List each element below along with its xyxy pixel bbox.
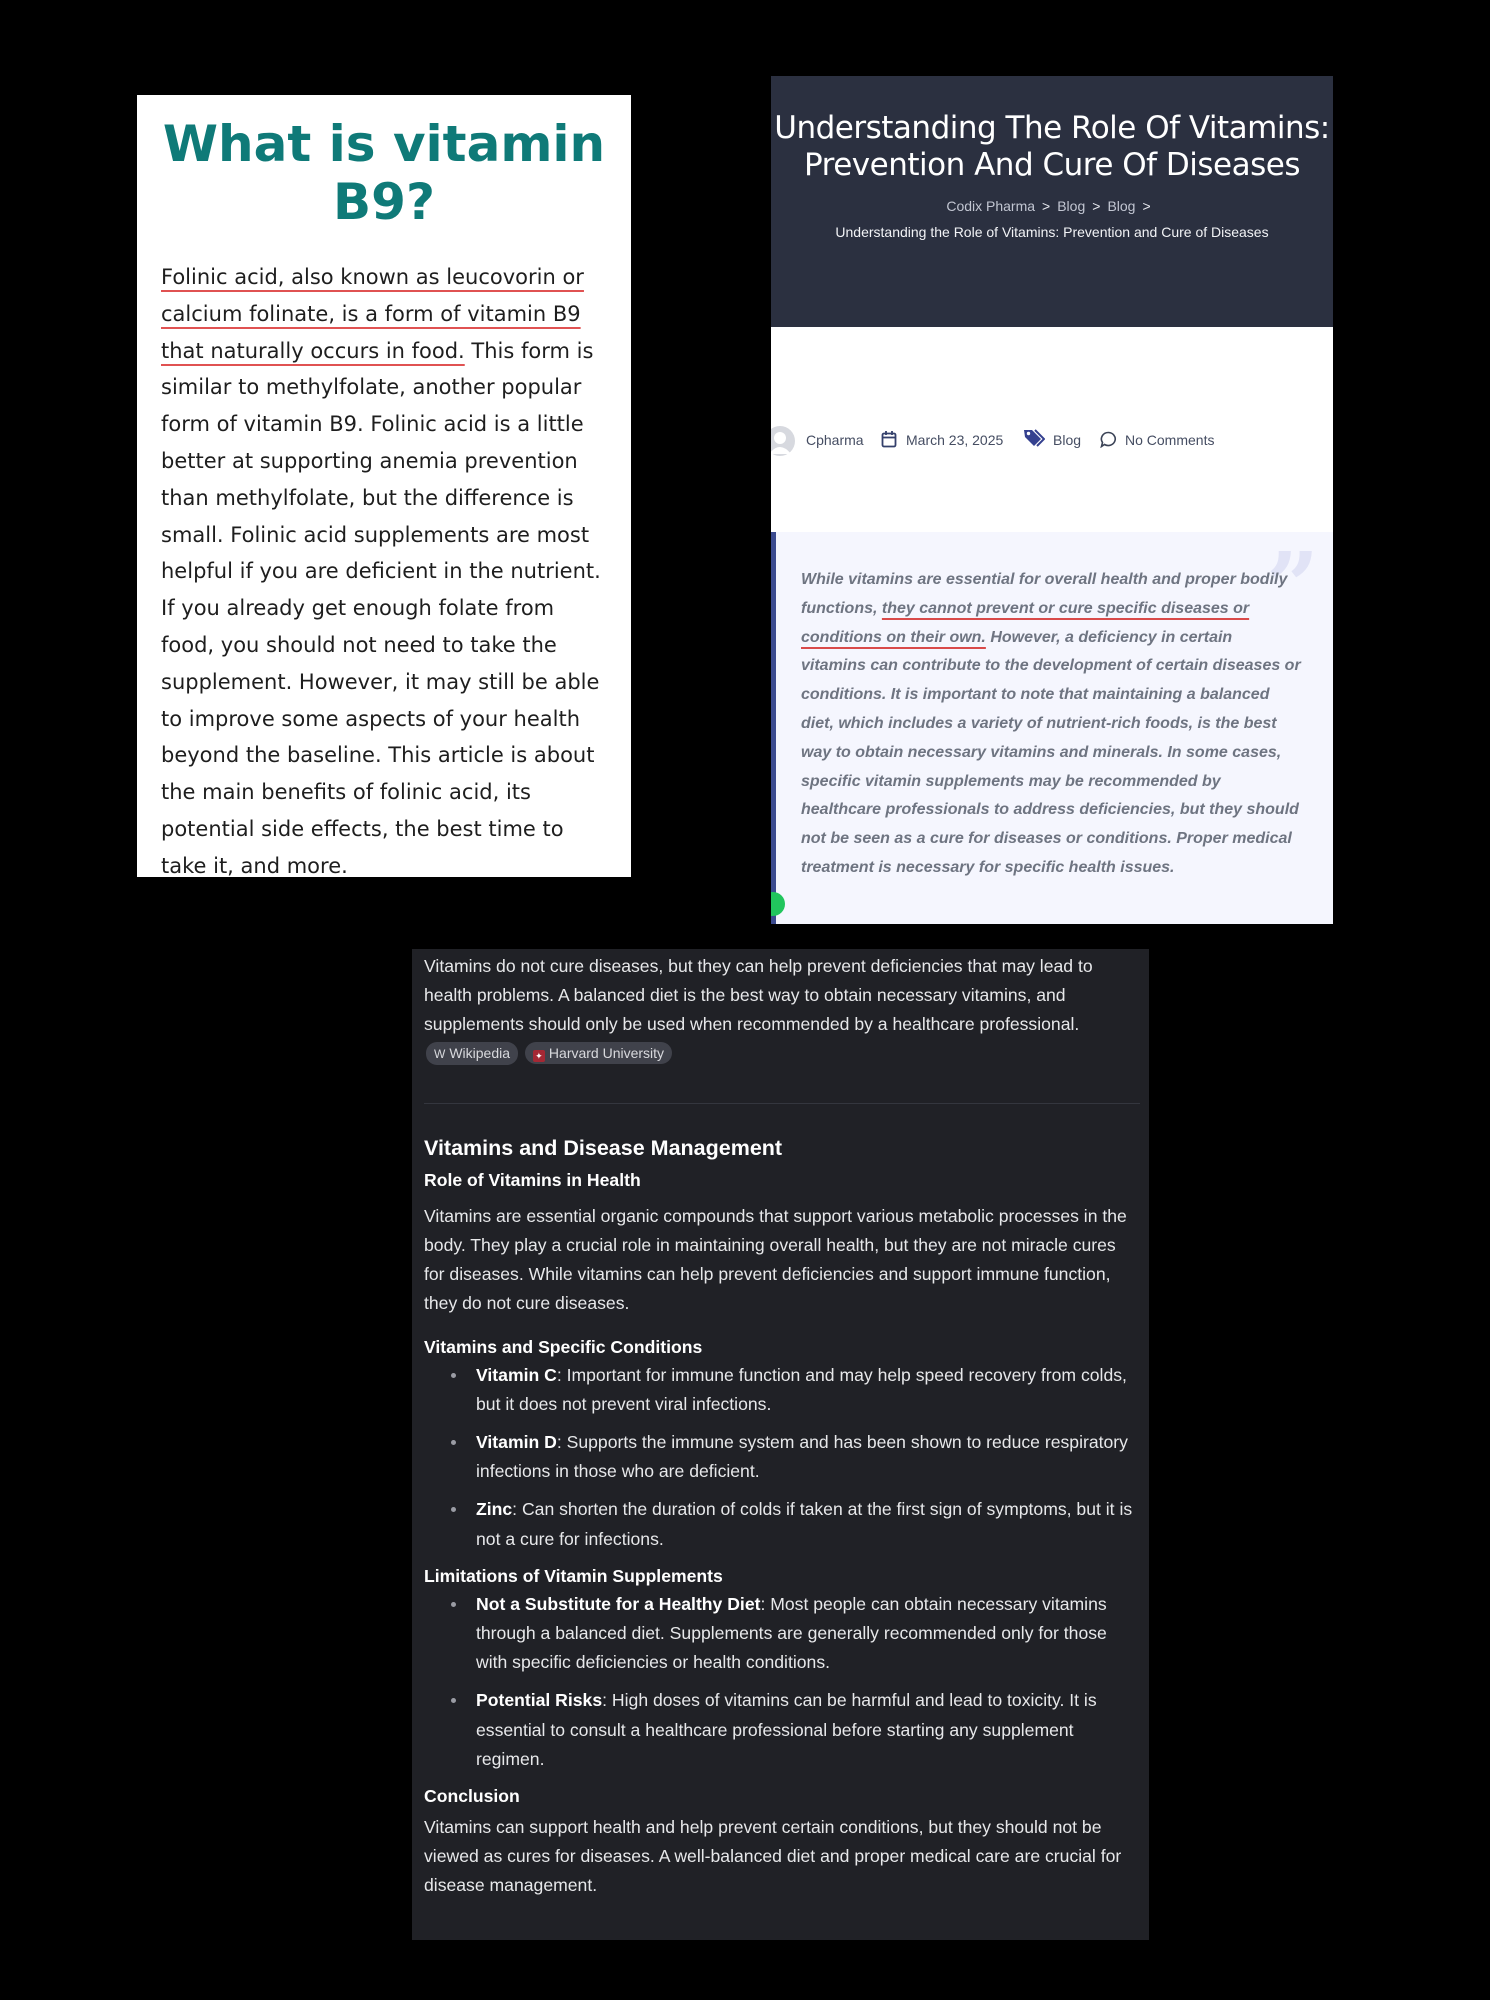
- breadcrumb-link-blog-2[interactable]: Blog: [1107, 198, 1136, 214]
- blog-title-line2: Prevention And Cure Of Diseases: [804, 147, 1300, 183]
- breadcrumb-current: Understanding the Role of Vitamins: Prevention and Cure of Diseases: [835, 224, 1269, 240]
- author-link[interactable]: Cpharma: [806, 432, 864, 448]
- quote-highlighted: they cannot prevent or cure specific diseases or conditions on their own.: [801, 599, 1250, 646]
- item-text: : Most people can obtain necessary vitamins through a balanced diet. Supplements are generally recommended only for those with specific deficiencies or health conditions.: [476, 1593, 1107, 1673]
- intro-paragraph: [424, 952, 1140, 1069]
- calendar-icon: [881, 430, 897, 448]
- item-text: : Important for immune function and may help speed recovery from colds, but it does not prevent viral infections.: [476, 1364, 1127, 1414]
- paragraph-rest: This form is similar to methylfolate, another popular form of vitamin B9. Folinic acid is a little better at supporting anemia prevention than methylfolate, but the difference is small. Folinic acid supplements are most helpful if you are deficient in the nutrient. If you already get enough folate from food, you should not need to take the supplement. However, it may still be able to improve some aspects of your health beyond the baseline. This article is about the main benefits of folinic acid, its potential side effects, the best time to take it, and more.: [161, 338, 601, 877]
- list-item: [424, 1686, 1140, 1774]
- breadcrumb-separator: >: [1142, 198, 1151, 214]
- item-text: : Supports the immune system and has been shown to reduce respiratory infections in those who are deficient.: [476, 1432, 1128, 1482]
- list-item: [424, 1361, 1140, 1419]
- subheading-limitations: Limitations of Vitamin Supplements: [424, 1565, 723, 1586]
- blockquote-text: [801, 566, 1301, 883]
- source-label: Wikipedia: [449, 1044, 511, 1061]
- section-heading: Vitamins and Disease Management: [424, 1135, 783, 1160]
- item-term: Vitamin C: [476, 1364, 557, 1385]
- blog-title-line1: Understanding The Role Of Vitamins:: [774, 110, 1330, 146]
- quote-mark-icon: ”: [1266, 532, 1319, 640]
- intro-text: Vitamins do not cure diseases, but they can help prevent deficiencies that may lead to health problems. A balanced diet is the best way to obtain necessary vitamins, and supplements should only be used when recommended by a healthcare professional.: [424, 956, 1093, 1035]
- floating-action-dot[interactable]: [771, 892, 785, 916]
- quote-rest: However, a deficiency in certain vitamins can contribute to the development of certain diseases or conditions. It is important to note that maintaining a balanced diet, which includes a variety of nutrient-rich foods, is the best way to obtain necessary vitamins and minerals. In some cases, specific vitamin supplements may be recommended by healthcare professionals to address deficiencies, but they should not be seen as a cure for diseases or conditions. Proper medical treatment is necessary for specific health issues.: [801, 628, 1301, 876]
- subheading-conclusion: Conclusion: [424, 1786, 520, 1807]
- quote-lead: While vitamins are essential for overall health and proper bodily functions,: [801, 571, 1288, 617]
- list-item: [424, 1495, 1140, 1553]
- author-avatar-icon: [771, 426, 795, 456]
- item-term: Not a Substitute for a Healthy Diet: [476, 1593, 761, 1614]
- post-date: March 23, 2025: [906, 432, 1004, 448]
- divider: [424, 1103, 1140, 1104]
- blockquote: [771, 532, 1333, 924]
- item-term: Potential Risks: [476, 1690, 603, 1711]
- blockquote-bar: [771, 532, 776, 924]
- breadcrumb: [771, 198, 1333, 214]
- answer-panel: [412, 949, 1149, 1940]
- item-term: Zinc: [476, 1499, 513, 1520]
- blog-post-panel: [771, 76, 1333, 924]
- source-chip-wikipedia[interactable]: [426, 1042, 518, 1065]
- tags-icon: [1023, 428, 1045, 448]
- harvard-shield-icon: ✦: [533, 1050, 545, 1062]
- article-paragraph: [161, 259, 613, 877]
- item-term: Vitamin D: [476, 1432, 557, 1453]
- conclusion-paragraph: Vitamins can support health and help prevent certain conditions, but they should not be viewed as cures for diseases. A well-balanced diet and proper medical care are crucial for disease management.: [424, 1817, 1122, 1896]
- comment-icon: [1100, 431, 1117, 448]
- subheading-conditions: Vitamins and Specific Conditions: [424, 1336, 703, 1357]
- list-item: [424, 1428, 1140, 1486]
- article-title: What is vitamin B9?: [162, 115, 606, 231]
- source-label: Harvard University: [548, 1044, 665, 1061]
- conditions-list: [424, 1361, 1140, 1554]
- wikipedia-icon: W: [434, 1046, 446, 1061]
- post-meta: [771, 426, 1333, 456]
- limitations-list: [424, 1590, 1140, 1774]
- breadcrumb-link-blog[interactable]: Blog: [1057, 198, 1086, 214]
- role-paragraph: Vitamins are essential organic compounds that support various metabolic processes in the body. They play a crucial role in maintaining overall health, but they are not miracle cures for diseases. While vitamins can help prevent deficiencies and support immune function, they do not cure diseases.: [424, 1205, 1127, 1314]
- b9-article-card: [137, 95, 631, 877]
- list-item: [424, 1590, 1140, 1678]
- subheading-role: Role of Vitamins in Health: [424, 1169, 641, 1190]
- item-text: : High doses of vitamins can be harmful and lead to toxicity. It is essential to consult a healthcare professional before starting any supplement regimen.: [476, 1690, 1097, 1769]
- item-text: : Can shorten the duration of colds if taken at the first sign of symptoms, but it is not a cure for infections.: [476, 1499, 1133, 1549]
- blog-hero: [771, 76, 1333, 327]
- breadcrumb-separator: >: [1042, 198, 1051, 214]
- blog-title: [771, 110, 1333, 184]
- breadcrumb-separator: >: [1092, 198, 1101, 214]
- source-chip-harvard[interactable]: [525, 1042, 672, 1064]
- comments-link[interactable]: No Comments: [1125, 432, 1215, 448]
- breadcrumb-link-home[interactable]: Codix Pharma: [946, 198, 1036, 214]
- category-link[interactable]: Blog: [1053, 432, 1082, 448]
- highlighted-sentence: Folinic acid, also known as leucovorin or calcium folinate, is a form of vitamin B9 that naturally occurs in food.: [161, 265, 584, 363]
